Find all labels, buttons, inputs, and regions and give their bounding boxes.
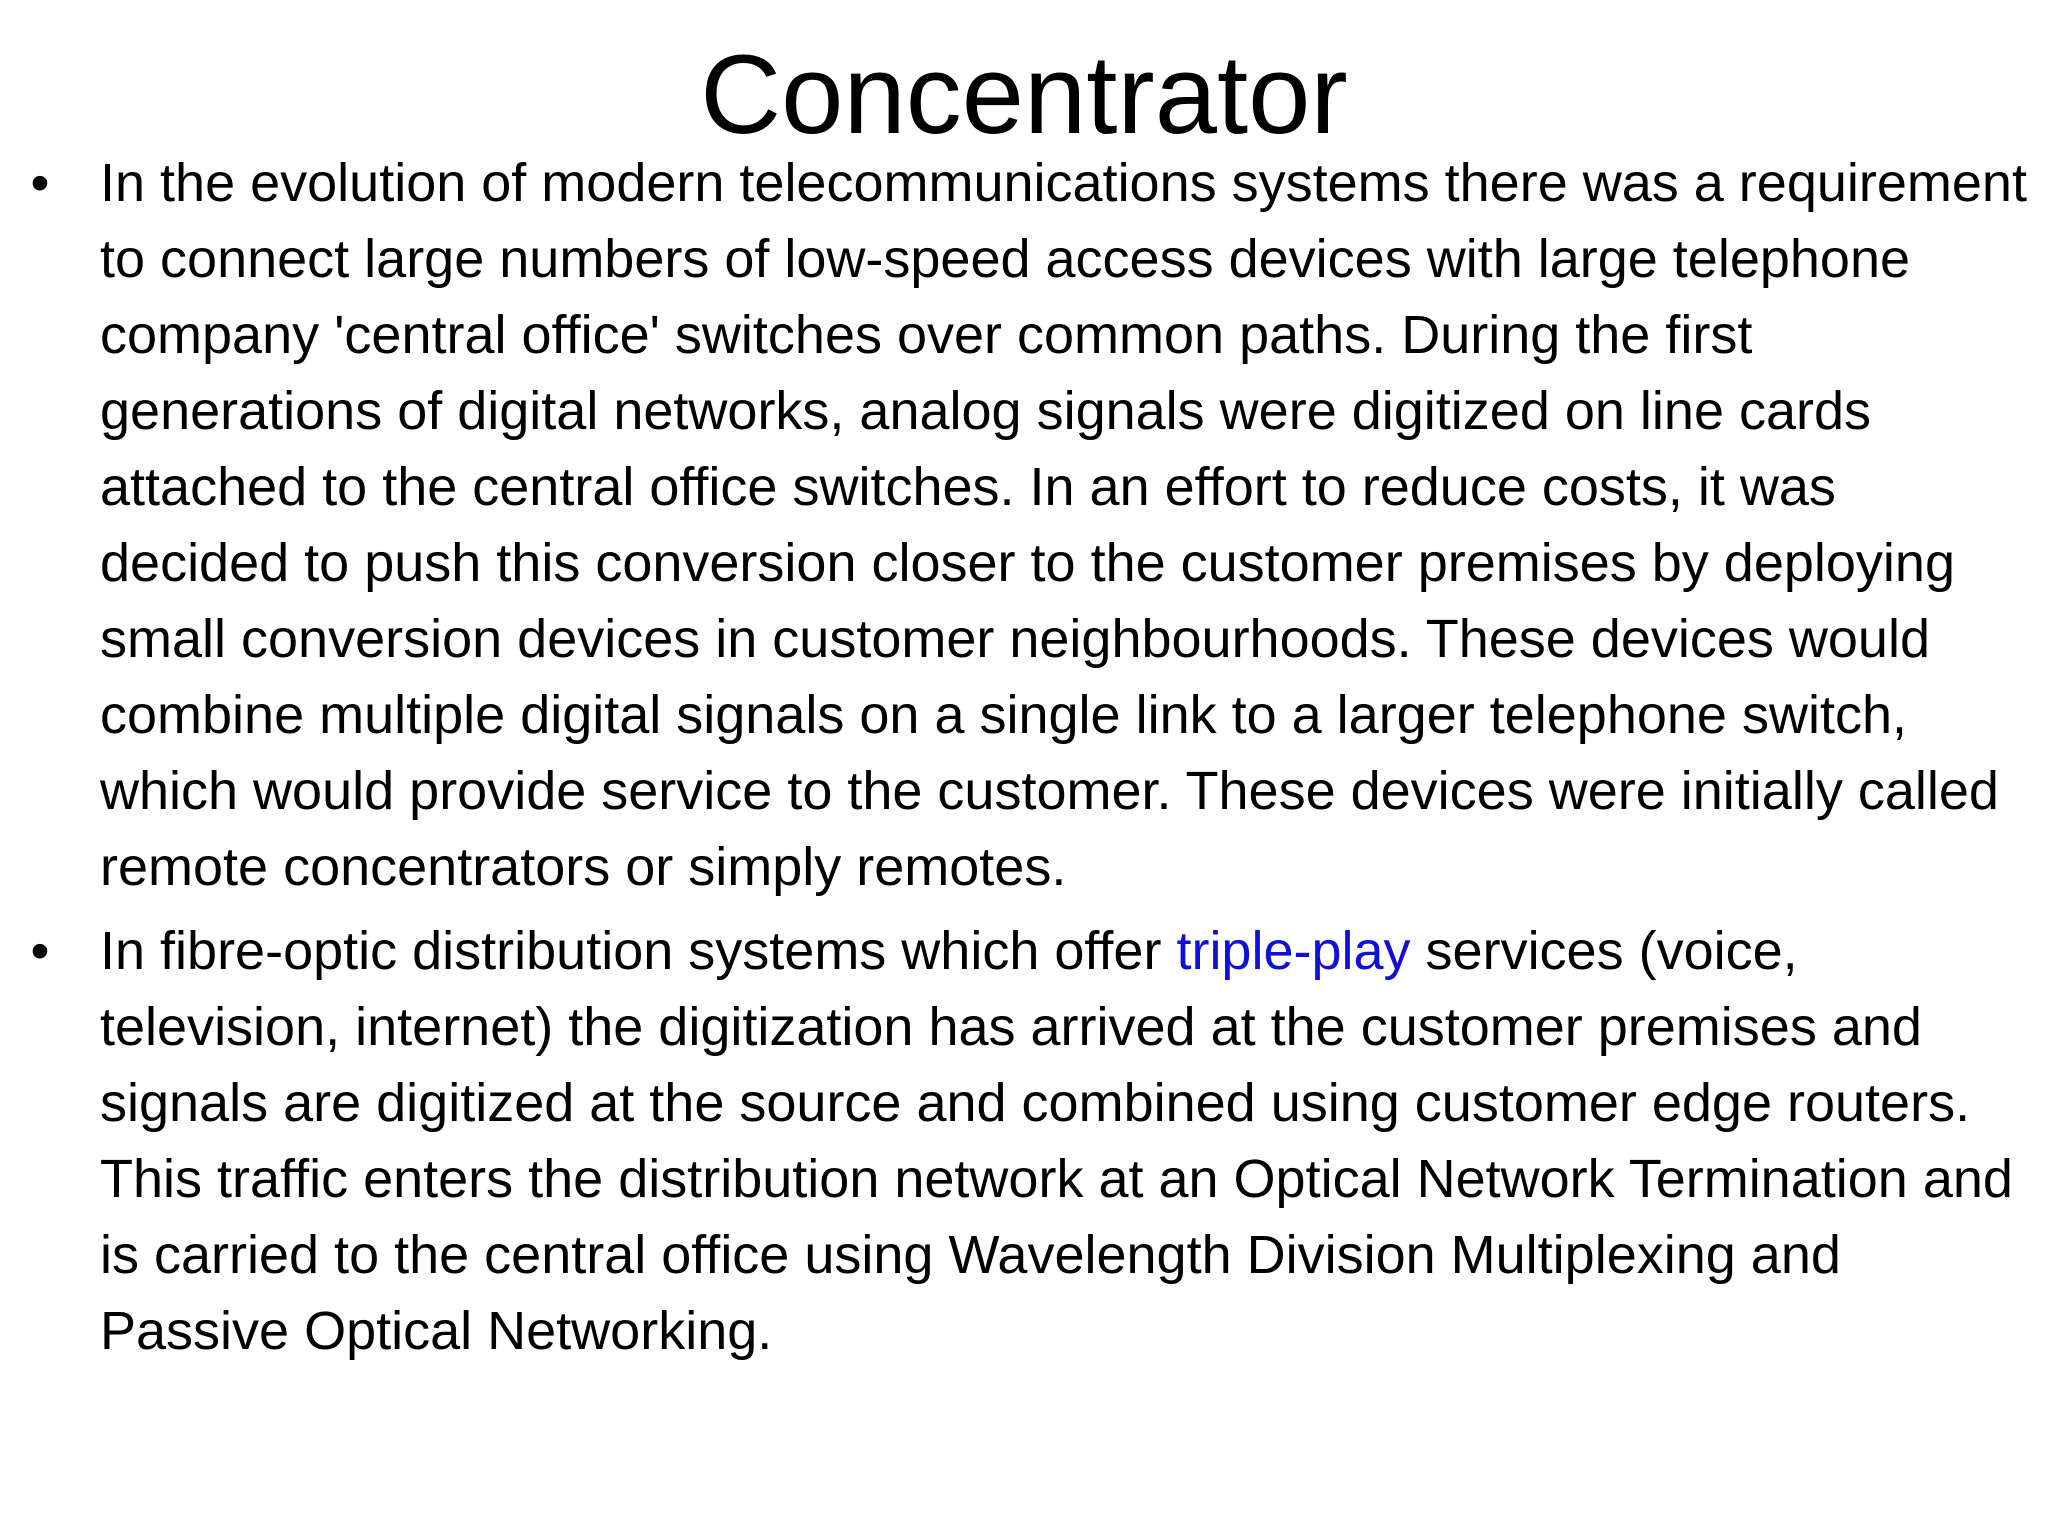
bullet-item-2: [20, 913, 2030, 1369]
bullet-item-1: [20, 145, 2030, 905]
bullet-text-after-link: services (voice, television, internet) the digitization has arrived at the customer premises and signals are digitized at the source and combined using customer edge routers. This traffic enters the distribution network at an Optical Network Termination and is carried to the central office using Wavelength Division Multiplexing and Passive Optical Networking.: [100, 921, 2013, 1361]
bullet-marker: •: [30, 921, 50, 981]
bullet-text: In the evolution of modern telecommunications systems there was a requirement to connect large numbers of low-speed access devices with large telephone company 'central office' switches over common paths. During the first generations of digital networks, analog signals were digitized on line cards attached to the central office switches. In an effort to reduce costs, it was decided to push this conversion closer to the customer premises by deploying small conversion devices in customer neighbourhoods. These devices would combine multiple digital signals on a single link to a larger telephone switch, which would provide service to the customer. These devices were initially called remote concentrators or simply remotes.: [100, 153, 2027, 897]
slide-title: Concentrator: [700, 32, 1348, 157]
triple-play-link[interactable]: triple-play: [1176, 921, 1411, 981]
bullet-text-before-link: In fibre-optic distribution systems which offer: [100, 921, 1177, 981]
bullet-list: [20, 145, 2030, 1377]
bullet-marker: •: [30, 153, 50, 213]
